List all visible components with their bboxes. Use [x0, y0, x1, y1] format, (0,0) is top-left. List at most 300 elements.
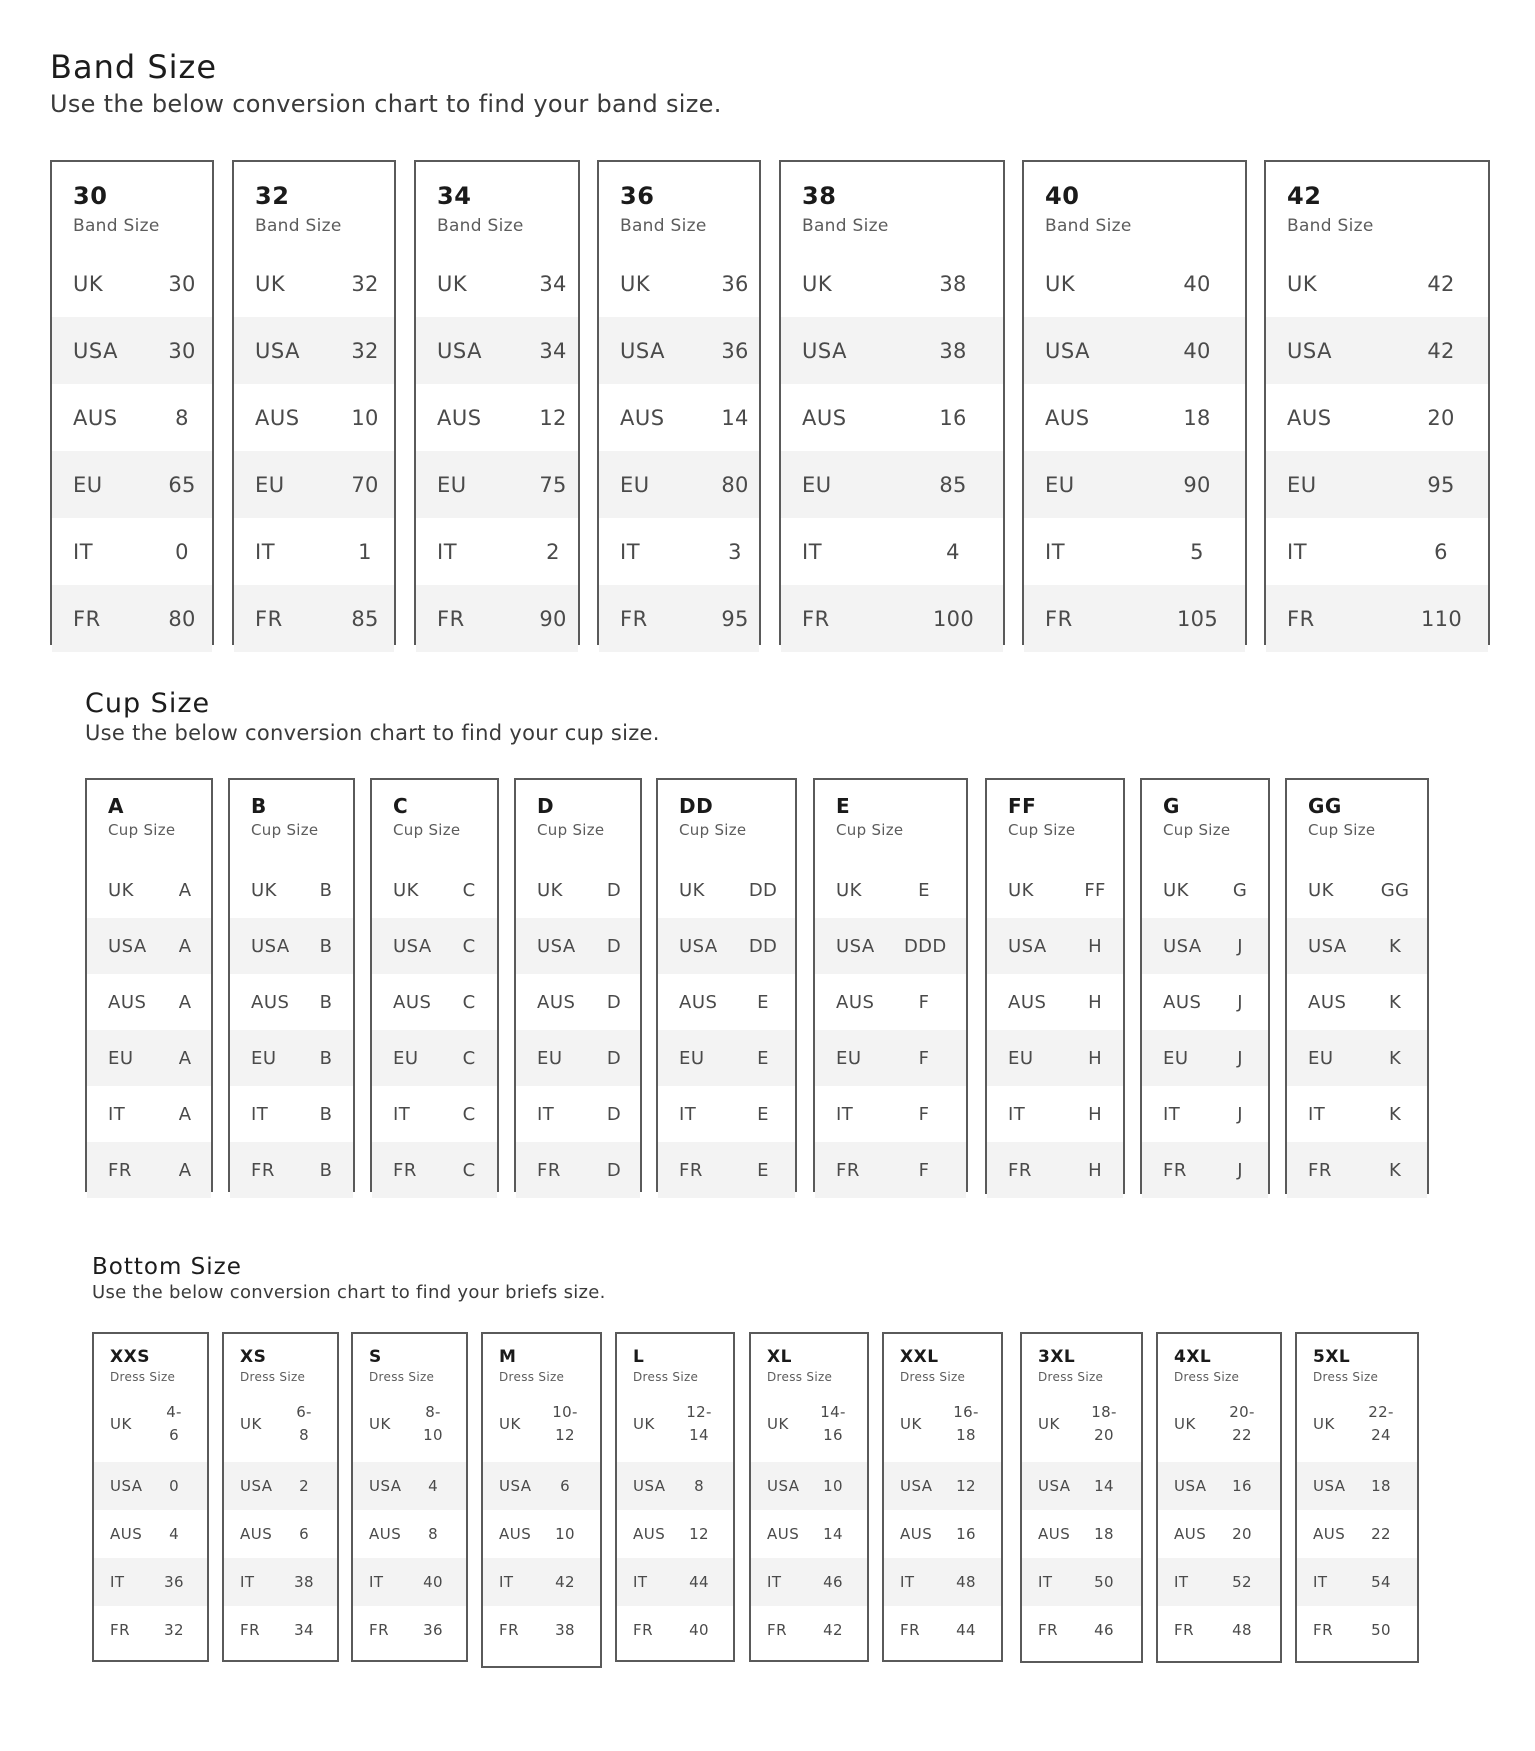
region-label: USA	[240, 1477, 273, 1495]
size-value: 42	[823, 1620, 843, 1639]
region-label: UK	[836, 879, 862, 901]
size-value: 14	[721, 405, 749, 430]
size-value: 36	[164, 1572, 184, 1591]
size-row-aus	[234, 384, 394, 451]
size-row-uk	[230, 862, 353, 918]
region-label: USA	[679, 935, 718, 957]
region-label: EU	[437, 472, 467, 497]
region-label: IT	[251, 1103, 269, 1125]
region-label: USA	[251, 935, 290, 957]
size-value: 38	[939, 271, 967, 296]
cup-card-gg	[1285, 778, 1429, 1194]
region-label: EU	[1163, 1047, 1189, 1069]
size-row-uk	[815, 862, 966, 918]
size-row-it	[416, 518, 578, 585]
region-label: EU	[393, 1047, 419, 1069]
size-value: F	[918, 1159, 930, 1181]
region-label: EU	[1287, 472, 1317, 497]
size-row-uk	[751, 1386, 867, 1462]
region-label: IT	[499, 1573, 514, 1591]
region-label: IT	[1287, 539, 1308, 564]
size-row-usa	[230, 918, 353, 974]
size-row-aus	[94, 1510, 207, 1558]
size-value: 90	[539, 606, 567, 631]
card-size-title: C	[393, 794, 409, 818]
size-value: B	[319, 935, 333, 957]
size-value: 80	[721, 472, 749, 497]
card-size-label: Band Size	[620, 216, 707, 236]
size-value: 40	[1183, 271, 1211, 296]
card-header	[658, 780, 795, 839]
size-value: 10	[351, 405, 379, 430]
size-value: 85	[939, 472, 967, 497]
size-value: F	[918, 1103, 930, 1125]
card-size-title: B	[251, 794, 267, 818]
size-row-fr	[87, 1142, 211, 1198]
size-value: 8- 10	[423, 1403, 443, 1444]
size-value: 4- 6	[166, 1403, 182, 1444]
size-row-uk	[353, 1386, 466, 1462]
cup-card-d	[514, 778, 642, 1192]
region-label: AUS	[1163, 991, 1202, 1013]
size-value: 36	[423, 1620, 443, 1639]
size-row-eu	[658, 1030, 795, 1086]
region-label: UK	[437, 271, 468, 296]
card-size-title: FF	[1008, 794, 1037, 818]
region-label: UK	[679, 879, 705, 901]
size-row-usa	[987, 918, 1123, 974]
region-label: USA	[499, 1477, 532, 1495]
size-row-uk	[987, 862, 1123, 918]
card-size-label: Cup Size	[1308, 821, 1376, 839]
region-label: USA	[1313, 1477, 1346, 1495]
region-label: IT	[1038, 1573, 1053, 1591]
size-value: C	[462, 1047, 476, 1069]
size-value: J	[1237, 1159, 1243, 1181]
size-row-it	[94, 1558, 207, 1606]
region-label: USA	[437, 338, 482, 363]
size-value: 5	[1190, 539, 1204, 564]
card-header	[1297, 1334, 1417, 1384]
size-row-uk	[1158, 1386, 1280, 1462]
cup-card-ff	[985, 778, 1125, 1194]
card-size-title: XS	[240, 1347, 267, 1367]
region-label: UK	[767, 1415, 789, 1433]
size-row-eu	[372, 1030, 497, 1086]
size-row-usa	[416, 317, 578, 384]
region-label: USA	[255, 338, 300, 363]
size-row-fr	[599, 585, 759, 652]
card-header	[751, 1334, 867, 1384]
size-value: 18- 20	[1091, 1403, 1117, 1444]
region-label: AUS	[240, 1525, 273, 1543]
size-row-aus	[658, 974, 795, 1030]
card-size-label: Dress Size	[633, 1370, 699, 1384]
size-row-aus	[987, 974, 1123, 1030]
size-row-aus	[483, 1510, 600, 1558]
size-value: B	[319, 991, 333, 1013]
size-row-aus	[1142, 974, 1268, 1030]
size-row-fr	[416, 585, 578, 652]
size-value: 22- 24	[1368, 1403, 1394, 1444]
region-label: FR	[499, 1621, 520, 1639]
size-value: 20	[1427, 405, 1455, 430]
region-label: FR	[255, 606, 283, 631]
region-label: USA	[633, 1477, 666, 1495]
region-label: FR	[1045, 606, 1073, 631]
card-size-title: 42	[1287, 182, 1322, 210]
size-row-usa	[516, 918, 640, 974]
size-row-eu	[1287, 1030, 1427, 1086]
bottom-card-3xl	[1020, 1332, 1143, 1663]
size-row-aus	[781, 384, 1003, 451]
size-value: 95	[1427, 472, 1455, 497]
card-size-label: Cup Size	[836, 821, 904, 839]
card-size-label: Cup Size	[679, 821, 747, 839]
size-value: 80	[168, 606, 196, 631]
size-row-usa	[234, 317, 394, 384]
region-label: IT	[836, 1103, 854, 1125]
size-row-uk	[87, 862, 211, 918]
region-label: IT	[679, 1103, 697, 1125]
region-label: AUS	[1038, 1525, 1071, 1543]
card-size-label: Cup Size	[1008, 821, 1076, 839]
card-size-label: Cup Size	[108, 821, 176, 839]
card-header	[1158, 1334, 1280, 1384]
size-row-it	[987, 1086, 1123, 1142]
size-row-aus	[87, 974, 211, 1030]
size-row-usa	[94, 1462, 207, 1510]
band-size-title: Band Size	[50, 48, 218, 86]
size-row-eu	[781, 451, 1003, 518]
region-label: EU	[251, 1047, 277, 1069]
size-row-aus	[353, 1510, 466, 1558]
region-label: USA	[1045, 338, 1090, 363]
size-row-usa	[1287, 918, 1427, 974]
size-value: K	[1388, 1103, 1402, 1125]
size-value: C	[462, 879, 476, 901]
size-row-uk	[884, 1386, 1001, 1462]
size-value: 90	[1183, 472, 1211, 497]
size-row-uk	[483, 1386, 600, 1462]
size-value: 32	[351, 338, 379, 363]
card-header	[416, 162, 578, 236]
region-label: IT	[108, 1103, 126, 1125]
size-value: B	[319, 1047, 333, 1069]
region-label: IT	[802, 539, 823, 564]
size-value: J	[1237, 1103, 1243, 1125]
card-size-title: 40	[1045, 182, 1080, 210]
region-label: FR	[620, 606, 648, 631]
region-label: EU	[537, 1047, 563, 1069]
size-row-usa	[52, 317, 212, 384]
size-row-fr	[987, 1142, 1123, 1198]
size-row-it	[599, 518, 759, 585]
size-value: 18	[1183, 405, 1211, 430]
card-header	[87, 780, 211, 839]
size-row-it	[87, 1086, 211, 1142]
size-value: 42	[1427, 338, 1455, 363]
region-label: UK	[1163, 879, 1189, 901]
size-row-aus	[516, 974, 640, 1030]
size-row-uk	[658, 862, 795, 918]
region-label: IT	[1174, 1573, 1189, 1591]
size-row-aus	[416, 384, 578, 451]
size-row-fr	[1024, 585, 1245, 652]
size-value: 34	[294, 1620, 314, 1639]
size-row-it	[815, 1086, 966, 1142]
card-header	[230, 780, 353, 839]
cup-card-b	[228, 778, 355, 1192]
size-row-it	[617, 1558, 733, 1606]
size-value: C	[462, 935, 476, 957]
size-value: 38	[939, 338, 967, 363]
band-card-30	[50, 160, 214, 645]
size-value: 40	[689, 1620, 709, 1639]
region-label: AUS	[1287, 405, 1332, 430]
region-label: AUS	[1045, 405, 1090, 430]
region-label: IT	[255, 539, 276, 564]
size-value: B	[319, 1103, 333, 1125]
region-label: AUS	[255, 405, 300, 430]
region-label: UK	[1038, 1415, 1060, 1433]
card-size-label: Dress Size	[499, 1370, 565, 1384]
size-row-uk	[1266, 250, 1488, 317]
size-value: K	[1388, 1159, 1402, 1181]
size-value: D	[606, 1159, 622, 1181]
size-value: 70	[351, 472, 379, 497]
size-row-it	[516, 1086, 640, 1142]
size-row-uk	[372, 862, 497, 918]
size-row-aus	[1024, 384, 1245, 451]
size-row-eu	[230, 1030, 353, 1086]
bottom-size-subtitle: Use the below conversion chart to find your briefs size.	[92, 1282, 606, 1303]
card-header	[1142, 780, 1268, 839]
size-value: 110	[1421, 606, 1462, 631]
size-row-fr	[1158, 1606, 1280, 1654]
size-row-aus	[1266, 384, 1488, 451]
size-value: 10	[555, 1524, 575, 1543]
size-row-uk	[516, 862, 640, 918]
size-value: 50	[1371, 1620, 1391, 1639]
card-size-label: Cup Size	[1163, 821, 1231, 839]
size-value: 50	[1094, 1572, 1114, 1591]
region-label: FR	[73, 606, 101, 631]
size-value: 44	[956, 1620, 976, 1639]
size-value: C	[462, 1103, 476, 1125]
size-row-aus	[815, 974, 966, 1030]
bottom-card-s	[351, 1332, 468, 1662]
card-size-title: M	[499, 1347, 517, 1367]
region-label: FR	[900, 1621, 921, 1639]
size-value: H	[1088, 1047, 1102, 1069]
card-header	[1022, 1334, 1141, 1384]
region-label: AUS	[620, 405, 665, 430]
card-header	[1287, 780, 1427, 839]
region-label: EU	[802, 472, 832, 497]
size-row-it	[52, 518, 212, 585]
size-value: 2	[546, 539, 560, 564]
region-label: FR	[802, 606, 830, 631]
card-size-label: Dress Size	[900, 1370, 966, 1384]
size-value: 8	[694, 1476, 704, 1495]
region-label: AUS	[110, 1525, 143, 1543]
region-label: UK	[393, 879, 419, 901]
card-header	[884, 1334, 1001, 1384]
card-size-label: Dress Size	[1313, 1370, 1379, 1384]
card-size-title: DD	[679, 794, 714, 818]
region-label: AUS	[108, 991, 147, 1013]
region-label: UK	[620, 271, 651, 296]
card-size-label: Dress Size	[1174, 1370, 1240, 1384]
region-label: USA	[1174, 1477, 1207, 1495]
size-value: DDD	[904, 935, 947, 957]
size-value: 14- 16	[820, 1403, 846, 1444]
size-value: GG	[1380, 879, 1410, 901]
size-row-eu	[234, 451, 394, 518]
size-value: DD	[748, 879, 778, 901]
size-value: 34	[539, 338, 567, 363]
region-label: AUS	[1308, 991, 1347, 1013]
size-row-fr	[234, 585, 394, 652]
region-label: UK	[1008, 879, 1034, 901]
region-label: IT	[437, 539, 458, 564]
size-row-eu	[52, 451, 212, 518]
size-value: E	[918, 879, 930, 901]
region-label: USA	[537, 935, 576, 957]
region-label: FR	[393, 1159, 417, 1181]
size-value: DD	[748, 935, 778, 957]
size-value: 36	[721, 338, 749, 363]
size-row-aus	[599, 384, 759, 451]
card-header	[483, 1334, 600, 1384]
size-value: 0	[175, 539, 189, 564]
size-value: 52	[1232, 1572, 1252, 1591]
cup-card-g	[1140, 778, 1270, 1194]
card-header	[516, 780, 640, 839]
region-label: FR	[679, 1159, 703, 1181]
size-row-fr	[1266, 585, 1488, 652]
size-value: 12	[689, 1524, 709, 1543]
card-size-label: Band Size	[437, 216, 524, 236]
size-row-uk	[1022, 1386, 1141, 1462]
card-size-title: 38	[802, 182, 837, 210]
region-label: USA	[369, 1477, 402, 1495]
size-value: 48	[956, 1572, 976, 1591]
size-row-fr	[617, 1606, 733, 1654]
size-value: E	[757, 1159, 769, 1181]
size-row-it	[234, 518, 394, 585]
card-size-label: Cup Size	[537, 821, 605, 839]
size-value: 10	[823, 1476, 843, 1495]
region-label: FR	[240, 1621, 261, 1639]
size-row-uk	[1297, 1386, 1417, 1462]
size-row-eu	[1266, 451, 1488, 518]
size-value: 16- 18	[953, 1403, 979, 1444]
region-label: EU	[108, 1047, 134, 1069]
region-label: IT	[393, 1103, 411, 1125]
size-value: K	[1388, 935, 1402, 957]
band-card-34	[414, 160, 580, 645]
card-size-title: 4XL	[1174, 1347, 1212, 1367]
card-header	[94, 1334, 207, 1384]
size-row-usa	[87, 918, 211, 974]
size-value: E	[757, 991, 769, 1013]
size-value: 34	[539, 271, 567, 296]
region-label: FR	[1313, 1621, 1334, 1639]
size-row-aus	[884, 1510, 1001, 1558]
card-size-title: D	[537, 794, 555, 818]
size-value: H	[1088, 1103, 1102, 1125]
size-value: 42	[1427, 271, 1455, 296]
size-row-it	[751, 1558, 867, 1606]
card-size-label: Cup Size	[393, 821, 461, 839]
region-label: AUS	[537, 991, 576, 1013]
region-label: FR	[1287, 606, 1315, 631]
size-value: 44	[689, 1572, 709, 1591]
region-label: AUS	[1008, 991, 1047, 1013]
region-label: USA	[1287, 338, 1332, 363]
size-row-eu	[815, 1030, 966, 1086]
size-row-usa	[1024, 317, 1245, 384]
size-row-it	[658, 1086, 795, 1142]
region-label: EU	[836, 1047, 862, 1069]
card-size-label: Band Size	[1045, 216, 1132, 236]
region-label: AUS	[900, 1525, 933, 1543]
size-row-aus	[1297, 1510, 1417, 1558]
size-value: K	[1388, 1047, 1402, 1069]
region-label: FR	[1308, 1159, 1332, 1181]
card-size-label: Band Size	[1287, 216, 1374, 236]
bottom-card-xxs	[92, 1332, 209, 1662]
size-value: J	[1237, 1047, 1243, 1069]
size-row-usa	[599, 317, 759, 384]
size-value: A	[178, 1047, 192, 1069]
size-row-fr	[1142, 1142, 1268, 1198]
size-row-usa	[781, 317, 1003, 384]
region-label: IT	[1313, 1573, 1328, 1591]
size-value: 42	[555, 1572, 575, 1591]
region-label: EU	[620, 472, 650, 497]
size-row-uk	[234, 250, 394, 317]
card-size-title: XL	[767, 1347, 792, 1367]
region-label: FR	[767, 1621, 788, 1639]
size-value: A	[178, 935, 192, 957]
region-label: AUS	[251, 991, 290, 1013]
size-value: 38	[555, 1620, 575, 1639]
region-label: UK	[633, 1415, 655, 1433]
size-value: E	[757, 1047, 769, 1069]
size-value: 65	[168, 472, 196, 497]
size-row-fr	[483, 1606, 600, 1654]
region-label: IT	[1008, 1103, 1026, 1125]
card-size-title: GG	[1308, 794, 1342, 818]
size-value: 75	[539, 472, 567, 497]
region-label: FR	[110, 1621, 131, 1639]
region-label: AUS	[499, 1525, 532, 1543]
size-row-uk	[224, 1386, 337, 1462]
size-value: 32	[164, 1620, 184, 1639]
size-row-uk	[1287, 862, 1427, 918]
size-row-aus	[230, 974, 353, 1030]
region-label: AUS	[633, 1525, 666, 1543]
size-row-usa	[1266, 317, 1488, 384]
bottom-card-xs	[222, 1332, 339, 1662]
band-card-38	[779, 160, 1005, 645]
region-label: IT	[537, 1103, 555, 1125]
cup-size-title: Cup Size	[85, 688, 211, 719]
region-label: FR	[1008, 1159, 1032, 1181]
